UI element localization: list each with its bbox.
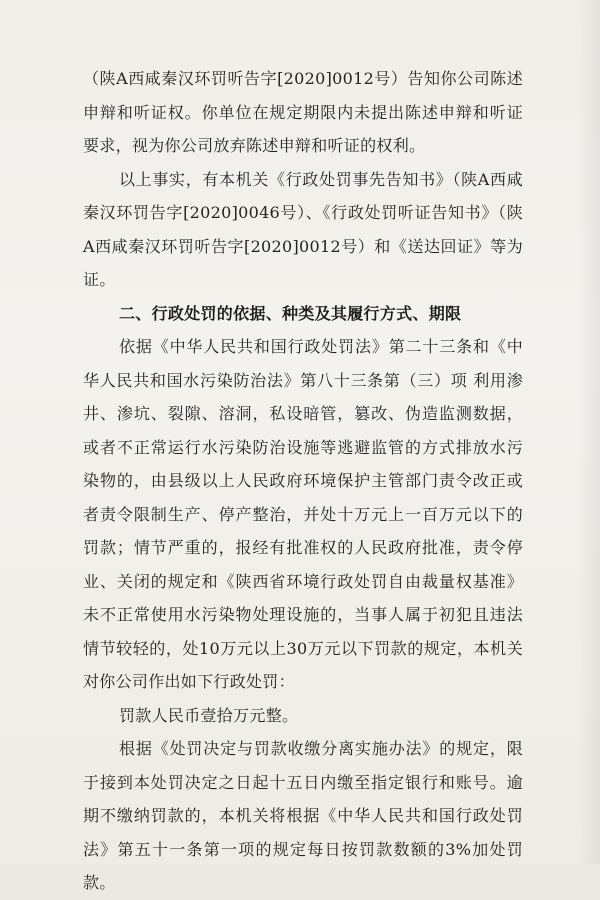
section-heading: 二、行政处罚的依据、种类及其履行方式、期限 xyxy=(119,303,462,323)
document-body xyxy=(83,62,523,900)
paragraph-intro: （陕A西咸秦汉环罚听告字[2020]0012号）告知你公司陈述申辩和听证权。你单位在规定期限内未提出陈述申辩和听证要求，视为你公司放弃陈述申辩和听证的权利。 xyxy=(83,69,523,155)
paragraph-legal-basis: 依据《中华人民共和国行政处罚法》第二十三条和《中华人民共和国水污染防治法》第八十三条第（三）项 利用渗井、渗坑、裂隙、溶洞，私设暗管，篡改、伪造监测数据，或者不正常运行水污染防治设施等逃避监管的方式排放水污染物的，由县级以上人民政府环境保护主管部门责令改正或者责令限制生产、停产整治，并处十万元上一百万元以下的罚款；情节严重的，报经有批准权的人民政府批准，责令停业、关闭的规定和《陕西省环境行政处罚自由裁量权基准》未不正常使用水污染物处理设施的，当事人属于初犯且违法情节较轻的，处10万元以上30万元以下罚款的规定，本机关对你公司作出如下行政处罚： xyxy=(83,337,523,691)
paragraph-facts: 以上事实，有本机关《行政处罚事先告知书》（陕A西咸秦汉环罚告字[2020]0046号）、《行政处罚听证告知书》（陕A西咸秦汉环罚听告字[2020]0012号）和《送达回证》等为证。 xyxy=(83,169,523,289)
paragraph-payment: 根据《处罚决定与罚款收缴分离实施办法》的规定，限于接到本处罚决定之日起十五日内缴至指定银行和账号。逾期不缴纳罚款的，本机关将根据《中华人民共和国行政处罚法》第五十一条第一项的规定每日按罚款数额的3%加处罚款。 xyxy=(83,739,523,892)
paragraph-penalty: 罚款人民币壹拾万元整。 xyxy=(119,705,299,725)
